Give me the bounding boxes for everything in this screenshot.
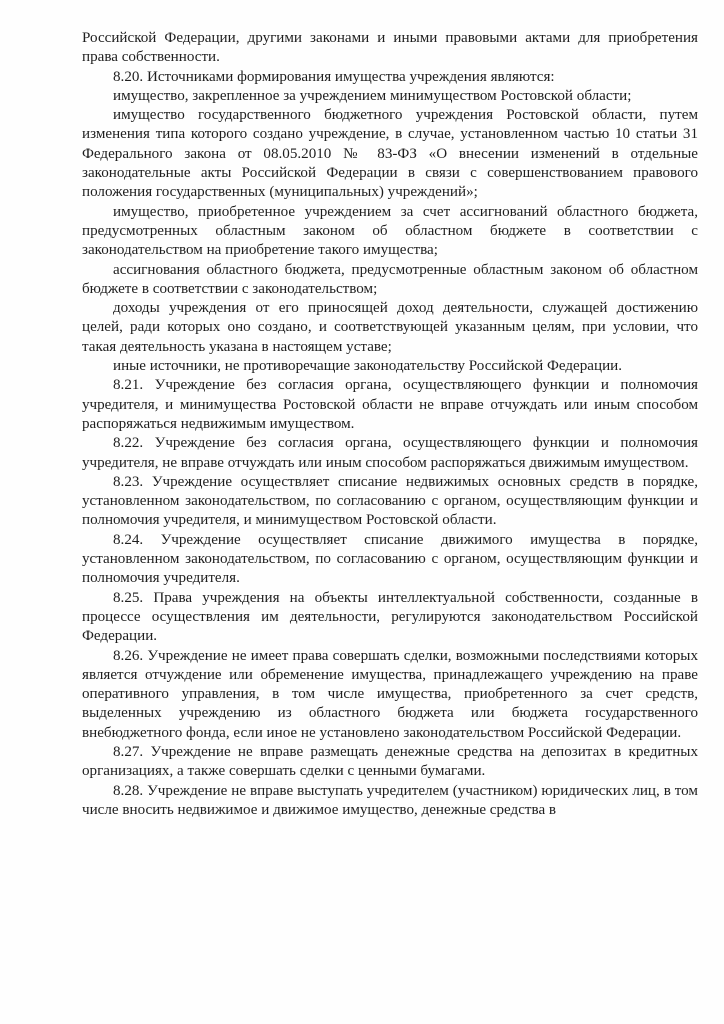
paragraph-continuation: Российской Федерации, другими законами и иными правовыми актами для приобретения права собственности. (82, 30, 698, 66)
paragraph-8-21: 8.21. Учреждение без согласия органа, осуществляющего функции и полномочия учредителя, и минимущества Ростовской области не вправе отчуждать или иным способом распоряжаться недвижимым имуществом. (82, 377, 698, 432)
paragraph-8-22: 8.22. Учреждение без согласия органа, осуществляющего функции и полномочия учредителя, не вправе отчуждать или иным способом распоряжаться движимым имуществом. (82, 435, 698, 471)
list-item-source-5: доходы учреждения от его приносящей доход деятельности, служащей достижению целей, ради которых оно создано, и соответствующей указанным целям, при условии, что такая деятельность указана в настоящем уставе; (82, 300, 698, 355)
paragraph-8-20: 8.20. Источниками формирования имущества учреждения являются: (113, 68, 555, 85)
paragraph-8-25: 8.25. Права учреждения на объекты интеллектуальной собственности, созданные в процессе осуществления им деятельности, регулируются законодательством Российской Федерации. (82, 589, 698, 645)
paragraph-8-26: 8.26. Учреждение не имеет права совершать сделки, возможными последствиями которых является отчуждение или обременение имущества, принадлежащего учреждению на праве оперативного управления, в том числе имущества, приобретенного за счет средств, выделенных учреждению из областного бюджета или бюджета государственного внебюджетного фонда, если иное не установлено законодательством Российской Федерации. (82, 647, 698, 741)
paragraph-8-24: 8.24. Учреждение осуществляет списание движимого имущества в порядке, установленном законодательством, по согласованию с органом, осуществляющим функции и полномочия учредителя. (82, 531, 698, 587)
list-item-source-2: имущество государственного бюджетного учреждения Ростовской области, путем изменения типа которого создано учреждение, в случае, установленном частью 10 статьи 31 Федерального закона от 08.05.2010 № 83-ФЗ «О внесении изменений в отдельные законодательные акты Российской Федерации в связи с совершенствованием правового положения государственных (муниципальных) учреждений»; (82, 107, 698, 201)
paragraph-8-27: 8.27. Учреждение не вправе размещать денежные средства на депозитах в кредитных организациях, а также совершать сделки с ценными бумагами. (82, 743, 698, 780)
paragraph-8-28: 8.28. Учреждение не вправе выступать учредителем (участником) юридических лиц, в том числе вносить недвижимое и движимое имущество, денежные средства в (82, 782, 698, 818)
document-body (82, 29, 698, 820)
list-item-source-1: имущество, закрепленное за учреждением минимуществом Ростовской области; (113, 87, 632, 104)
paragraph-8-23: 8.23. Учреждение осуществляет списание недвижимых основных средств в порядке, установленном законодательством, по согласованию с органом, осуществляющим функции и полномочия учредителя, и минимуществом Ростовской области. (82, 473, 698, 529)
list-item-source-6: иные источники, не противоречащие законодательству Российской Федерации. (113, 358, 623, 375)
list-item-source-4: ассигнования областного бюджета, предусмотренные областным законом об областном бюджете в соответствии с законодательством; (82, 261, 698, 297)
list-item-source-3: имущество, приобретенное учреждением за счет ассигнований областного бюджета, предусмотренных областным законом об областном бюджете в соответствии с законодательством на приобретение такого имущества; (82, 203, 698, 259)
